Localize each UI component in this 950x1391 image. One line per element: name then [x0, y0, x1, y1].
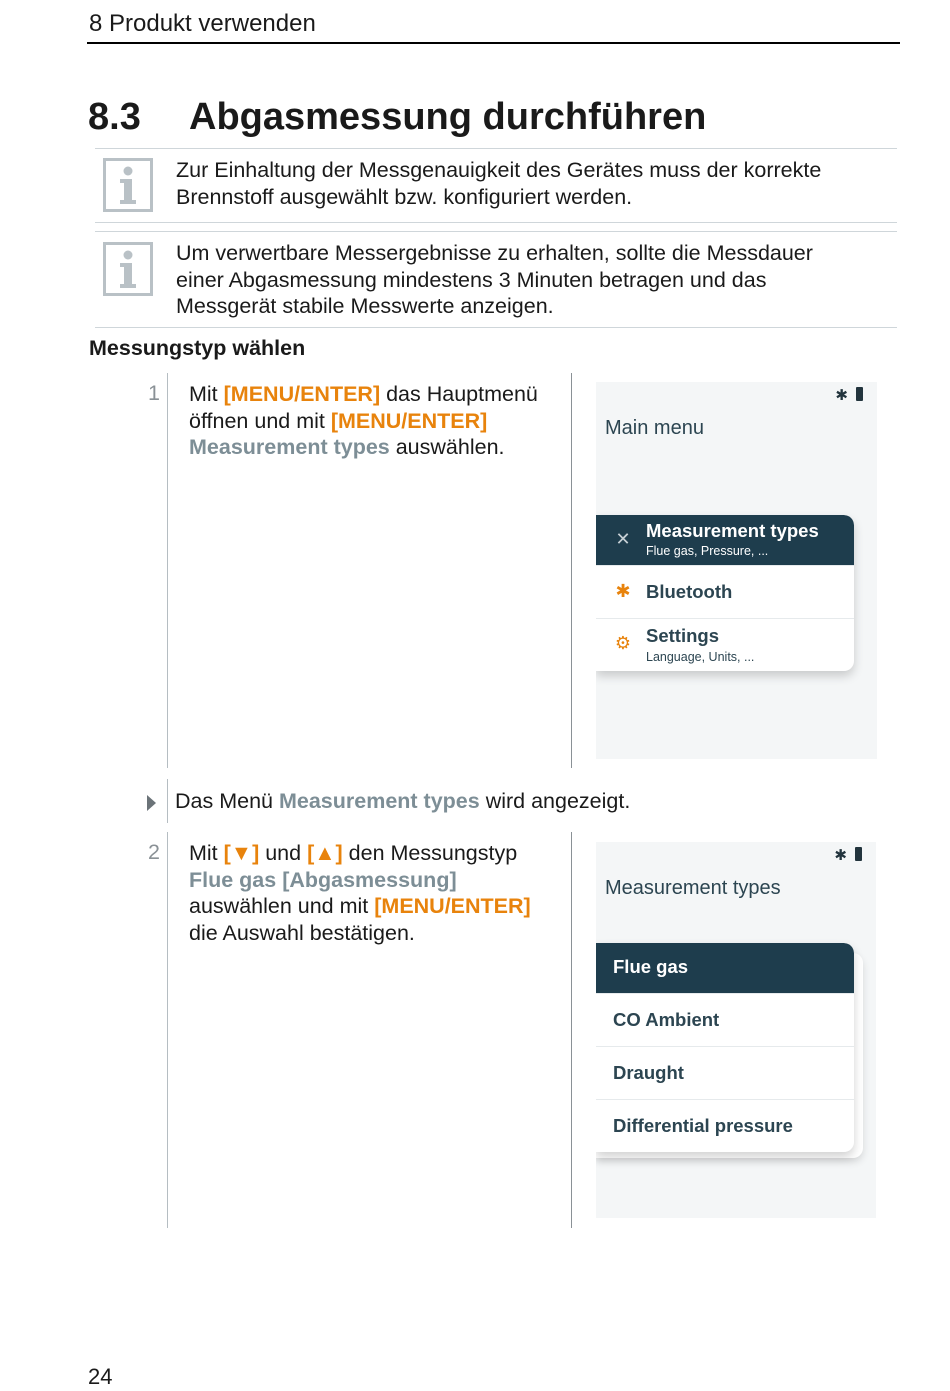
- text: Mit: [189, 382, 224, 406]
- bluetooth-icon: ✱: [835, 387, 848, 404]
- text: auswählen und mit: [189, 894, 375, 918]
- step-rule-right: [571, 832, 572, 1228]
- step-number: 1: [148, 381, 160, 405]
- bluetooth-icon: ✱: [615, 581, 631, 601]
- info-note-2: [95, 231, 897, 328]
- key-ref: [▼]: [223, 841, 260, 865]
- menu-item-bluetooth[interactable]: [596, 566, 854, 619]
- page-number: 24: [88, 1364, 113, 1389]
- menu-item-measurement-types[interactable]: [596, 515, 854, 566]
- text: den Messungstyp: [342, 841, 518, 865]
- info-icon: [103, 158, 153, 212]
- section-number: 8.3: [88, 96, 141, 138]
- menu-ref: Measurement types: [189, 435, 390, 459]
- text: die Auswahl bestätigen.: [189, 920, 415, 945]
- menu-list: [596, 515, 854, 671]
- list-item-label: CO Ambient: [613, 1009, 720, 1030]
- measurement-tools-icon: ✕: [615, 529, 631, 549]
- step-rule-left: [167, 832, 168, 1228]
- text: öffnen und mit: [189, 408, 331, 433]
- menu-ref: Measurement types: [278, 789, 480, 813]
- menu-item-label: Settings: [646, 625, 719, 646]
- step-1-text: [189, 381, 564, 461]
- list-item-differential-pressure[interactable]: [596, 1100, 854, 1152]
- list-item-label: Flue gas: [613, 956, 689, 977]
- text: Das Menü: [175, 789, 279, 813]
- step-rule-left: [167, 373, 168, 768]
- result-rule: [167, 779, 168, 823]
- result-text: [175, 789, 630, 814]
- text: und: [259, 841, 308, 865]
- battery-icon: [856, 387, 863, 401]
- list-item-label: Differential pressure: [613, 1115, 793, 1136]
- section-title: Abgasmessung durchführen: [189, 96, 707, 138]
- menu-item-sub: Flue gas, Pressure, ...: [646, 544, 769, 558]
- device-screen-main-menu: [596, 382, 877, 759]
- result-arrow-icon: [147, 795, 156, 811]
- menu-item-label: Bluetooth: [646, 581, 733, 602]
- key-ref: [MENU/ENTER]: [374, 894, 531, 918]
- menu-item-label: Measurement types: [646, 520, 819, 541]
- screen-title: Measurement types: [605, 877, 781, 899]
- menu-item-settings[interactable]: [596, 619, 854, 671]
- header-rule: [87, 42, 900, 44]
- note-text: [176, 240, 813, 320]
- menu-item-sub: Language, Units, ...: [646, 650, 755, 664]
- list-item-label: Draught: [613, 1062, 684, 1083]
- note-line: Zur Einhaltung der Messgenauigkeit des Gerätes muss der korrekte: [176, 158, 822, 182]
- measurement-type-list: [596, 943, 854, 1152]
- list-item-co-ambient[interactable]: [596, 994, 854, 1047]
- gear-icon: ⚙: [614, 633, 632, 653]
- note-line: Messgerät stabile Messwerte anzeigen.: [176, 294, 554, 318]
- key-ref: [MENU/ENTER]: [330, 408, 488, 433]
- info-note-1: [95, 148, 897, 223]
- battery-icon: [855, 847, 862, 861]
- status-bar: [834, 846, 862, 864]
- note-text: [176, 157, 821, 210]
- step-number: 2: [148, 840, 160, 864]
- list-item-flue-gas[interactable]: [596, 943, 854, 994]
- step-2-text: [189, 840, 564, 946]
- note-line: Brennstoff ausgewählt bzw. konfiguriert werden.: [176, 184, 633, 209]
- text: Mit: [189, 841, 224, 865]
- text: auswählen.: [389, 435, 505, 459]
- running-header: 8 Produkt verwenden: [89, 10, 316, 37]
- device-screen-measurement-types: [596, 842, 876, 1218]
- key-ref: [MENU/ENTER]: [223, 382, 381, 406]
- note-line: Um verwertbare Messergebnisse zu erhalten, sollte die Messdauer: [176, 241, 813, 265]
- key-ref: [▲]: [307, 841, 343, 865]
- status-bar: [835, 386, 863, 404]
- subheading: Messungstyp wählen: [89, 336, 306, 360]
- list-item-draught[interactable]: [596, 1047, 854, 1100]
- text: wird angezeigt.: [479, 789, 631, 813]
- step-rule-right: [571, 373, 572, 768]
- bluetooth-icon: ✱: [834, 847, 847, 864]
- info-icon: [103, 242, 153, 296]
- note-line: einer Abgasmessung mindestens 3 Minuten betragen und das: [176, 267, 767, 292]
- menu-ref: Flue gas [Abgasmessung]: [189, 867, 457, 892]
- text: das Hauptmenü: [380, 382, 538, 406]
- screen-title: Main menu: [605, 417, 704, 439]
